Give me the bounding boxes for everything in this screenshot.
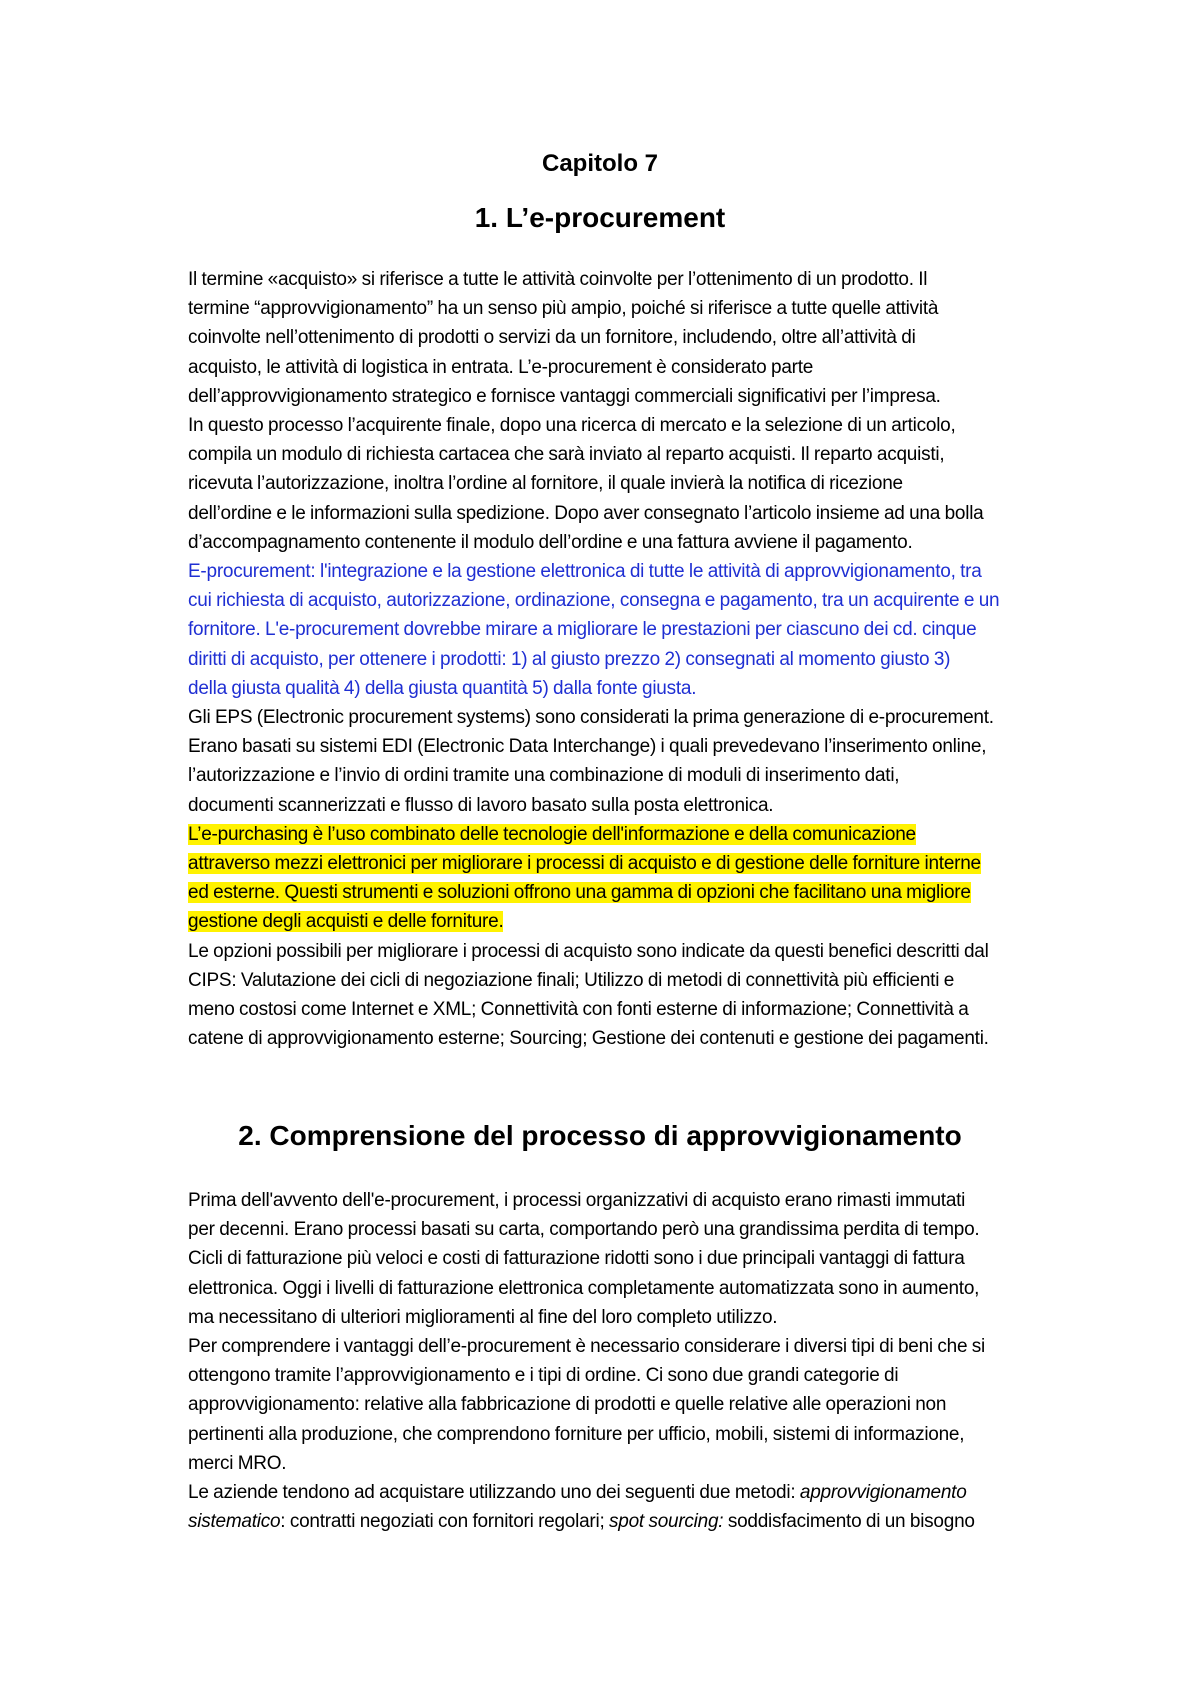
plain-text: : contratti negoziati con fornitori regolari; (280, 1511, 610, 1533)
body-line: d’accompagnamento contenente il modulo dell’ordine e una fattura avviene il pagamento. (188, 531, 913, 553)
chapter-title: Capitolo 7 (541, 150, 658, 177)
definition-line-blue: E-procurement: l'integrazione e la gestione elettronica di tutte le attività di approvvigionamento, tra (188, 561, 982, 583)
body-line: termine “approvvigionamento” ha un senso più ampio, poiché si riferisce a tutte quelle attività (188, 298, 939, 320)
eps-line: Erano basati su sistemi EDI (Electronic Data Interchange) i quali prevedevano l’inserimento online, (188, 736, 987, 758)
body-line: Prima dell'avvento dell'e-procurement, i processi organizzativi di acquisto erano rimasti immutati (188, 1190, 966, 1211)
body-line-mixed (188, 1507, 1088, 1536)
section-1-body (188, 265, 1088, 1053)
body-line: dell’approvvigionamento strategico e fornisce vantaggi commerciali significativi per l’impresa. (188, 385, 941, 407)
section-1-heading: 1. L’e-procurement (474, 202, 726, 233)
section-2-heading: 2. Comprensione del processo di approvvigionamento (238, 1120, 962, 1151)
plain-text: soddisfacimento di un bisogno (723, 1511, 975, 1533)
body-line-mixed (188, 1478, 1088, 1507)
body-line: coinvolte nell’ottenimento di prodotti o servizi da un fornitore, includendo, oltre all’attività di (188, 327, 916, 349)
definition-line-blue: della giusta qualità 4) della giusta quantità 5) dalla fonte giusta. (188, 677, 697, 699)
cips-line: catene di approvvigionamento esterne; Sourcing; Gestione dei contenuti e gestione dei pagamenti. (188, 1028, 989, 1050)
cips-line: CIPS: Valutazione dei cicli di negoziazione finali; Utilizzo di metodi di connettività più efficienti e (188, 969, 955, 991)
definition-line-blue: diritti di acquisto, per ottenere i prodotti: 1) al giusto prezzo 2) consegnati al momento giusto 3) (188, 648, 951, 670)
body-line: ricevuta l’autorizzazione, inoltra l’ordine al fornitore, il quale invierà la notifica di ricezione (188, 473, 903, 495)
eps-line: Gli EPS (Electronic procurement systems) sono considerati la prima generazione di e-procurement. (188, 707, 994, 729)
eps-line: l’autorizzazione e l’invio di ordini tramite una combinazione di moduli di inserimento dati, (188, 765, 900, 787)
body-line: dell’ordine e le informazioni sulla spedizione. Dopo aver consegnato l’articolo insieme ad una bolla (188, 502, 984, 524)
body-line: elettronica. Oggi i livelli di fatturazione elettronica completamente automatizzata sono in aumento, (188, 1277, 980, 1299)
plain-text: Le aziende tendono ad acquistare utilizzando uno dei seguenti due metodi: (188, 1482, 800, 1504)
body-line: pertinenti alla produzione, che comprendono forniture per ufficio, mobili, sistemi di informazione, (188, 1423, 965, 1445)
body-line: Per comprendere i vantaggi dell’e-procurement è necessario considerare i diversi tipi di beni che si (188, 1336, 986, 1358)
definition-line-blue: cui richiesta di acquisto, autorizzazione, ordinazione, consegna e pagamento, tra un acquirente e un (188, 590, 1000, 612)
body-line: per decenni. Erano processi basati su carta, comportando però una grandissima perdita di tempo. (188, 1219, 980, 1241)
body-line: Il termine «acquisto» si riferisce a tutte le attività coinvolte per l’ottenimento di un prodotto. Il (188, 269, 928, 290)
body-line: approvvigionamento: relative alla fabbricazione di prodotti e quelle relative alle operazioni non (188, 1394, 947, 1416)
body-line: ma necessitano di ulteriori miglioramenti al fine del loro completo utilizzo. (188, 1306, 778, 1328)
italic-term: approvvigionamento (799, 1482, 967, 1504)
eps-line: documenti scannerizzati e flusso di lavoro basato sulla posta elettronica. (188, 794, 774, 816)
highlighted-line: ed esterne. Questi strumenti e soluzioni offrono una gamma di opzioni che facilitano una migliore (188, 882, 971, 904)
body-line: acquisto, le attività di logistica in entrata. L’e-procurement è considerato parte (188, 356, 814, 378)
body-line: Cicli di fatturazione più veloci e costi di fatturazione ridotti sono i due principali vantaggi di fattura (188, 1248, 965, 1270)
body-line: In questo processo l’acquirente finale, dopo una ricerca di mercato e la selezione di un articolo, (188, 415, 956, 437)
section-2-body (188, 1186, 1088, 1536)
cips-line: meno costosi come Internet e XML; Connettività con fonti esterne di informazione; Connettività a (188, 999, 969, 1021)
definition-line-blue: fornitore. L'e-procurement dovrebbe mirare a migliorare le prestazioni per ciascuno dei cd. cinque (188, 619, 977, 641)
italic-term: spot sourcing: (609, 1511, 724, 1533)
highlighted-line: L’e-purchasing è l’uso combinato delle tecnologie dell'informazione e della comunicazione (188, 823, 916, 845)
highlighted-line: attraverso mezzi elettronici per migliorare i processi di acquisto e di gestione delle forniture interne (188, 853, 981, 875)
body-line: merci MRO. (188, 1452, 287, 1474)
highlighted-line: gestione degli acquisti e delle forniture. (188, 911, 504, 933)
body-line: compila un modulo di richiesta cartacea che sarà inviato al reparto acquisti. Il reparto acquisti, (188, 444, 945, 466)
italic-term: sistematico (188, 1511, 281, 1533)
cips-line: Le opzioni possibili per migliorare i processi di acquisto sono indicate da questi benefici descritti dal (188, 940, 989, 962)
body-line: ottengono tramite l’approvvigionamento e i tipi di ordine. Ci sono due grandi categorie di (188, 1365, 899, 1387)
